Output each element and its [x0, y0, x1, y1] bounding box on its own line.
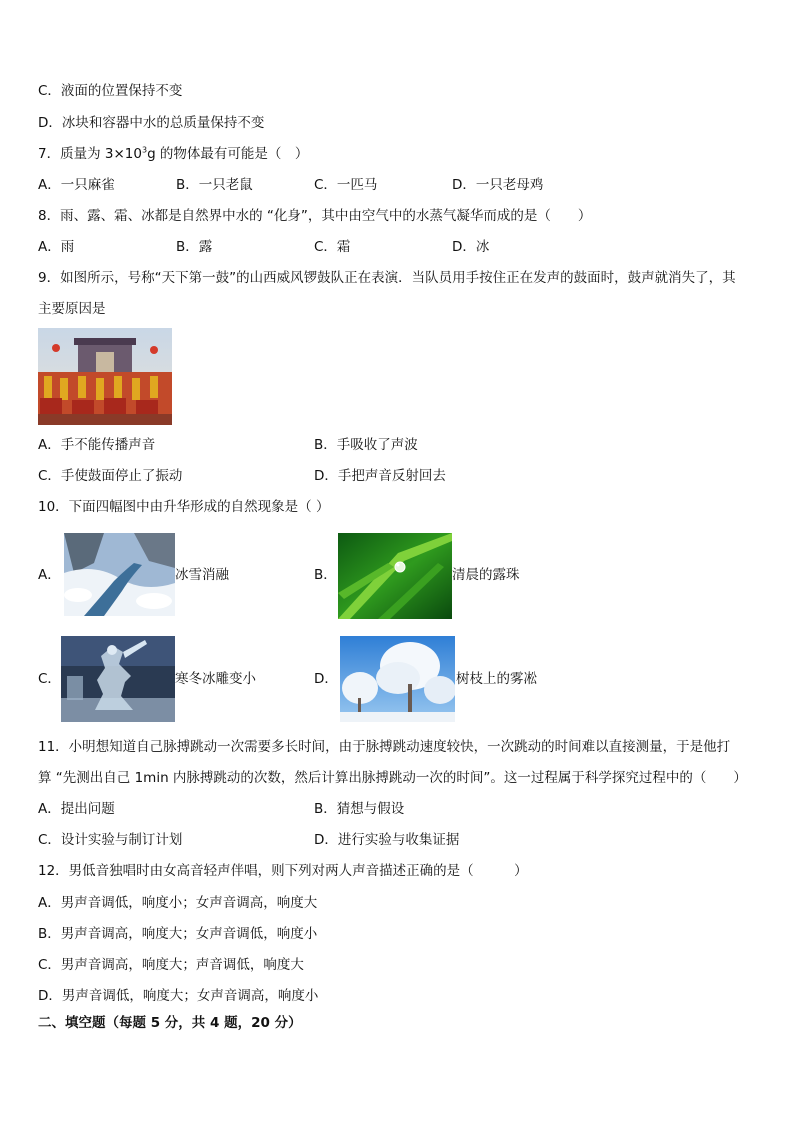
q11-option-b: B．猜想与假设 — [314, 801, 405, 817]
q8-stem: 8．雨、露、霜、冰都是自然界中水的 “化身”，其中由空气中的水蒸气凝华而成的是（ ） — [38, 208, 592, 224]
q9-option-d: D．手把声音反射回去 — [314, 468, 446, 484]
q8-option-b: B．露 — [176, 239, 213, 255]
q7-option-c: C．一匹马 — [314, 177, 378, 193]
q7-stem — [38, 144, 308, 164]
q9-stem-line1: 9．如图所示，号称“天下第一鼓”的山西威风锣鼓队正在表演．当队员用手按住正在发声的鼓面时，鼓声就消失了，其 — [38, 270, 736, 286]
q10-option-d-letter: D． — [314, 671, 338, 687]
q9-option-b: B．手吸收了声波 — [314, 437, 418, 453]
q10-stem: 10．下面四幅图中由升华形成的自然现象是（ ） — [38, 499, 330, 515]
q7-option-b: B．一只老鼠 — [176, 177, 253, 193]
section2-heading: 二、填空题（每题 5 分，共 4 题，20 分） — [38, 1015, 302, 1031]
q10-option-b-letter: B． — [314, 567, 337, 583]
q12-option-b: B．男声音调高，响度大；女声音调低，响度小 — [38, 926, 318, 942]
q9-stem-line2: 主要原因是 — [38, 301, 106, 317]
q9-option-a: A．手不能传播声音 — [38, 437, 156, 453]
morning-dew-photo — [338, 533, 452, 619]
q11-option-c: C．设计实验与制订计划 — [38, 832, 183, 848]
q8-option-d: D．冰 — [452, 239, 490, 255]
q11-stem-line1: 11．小明想知道自己脉搏跳动一次需要多长时间，由于脉搏跳动速度较快，一次跳动的时间难以直接测量，于是他打 — [38, 739, 731, 755]
q12-option-d: D．男声音调低，响度大；女声音调高，响度小 — [38, 988, 319, 1004]
q11-stem-line2: 算 “先测出自己 1min 内脉搏跳动的次数，然后计算出脉搏跳动一次的时间”。这一过程属于科学探究过程中的（ ） — [38, 770, 747, 786]
q10-option-a-caption: 冰雪消融 — [175, 567, 229, 583]
q7-option-d: D．一只老母鸡 — [452, 177, 544, 193]
q11-option-d: D．进行实验与收集证据 — [314, 832, 460, 848]
q10-option-b-caption: 清晨的露珠 — [452, 567, 520, 583]
snow-melting-photo — [64, 533, 175, 616]
q12-option-c: C．男声音调高，响度大；声音调低，响度大 — [38, 957, 304, 973]
q10-option-c-letter: C． — [38, 671, 61, 687]
q10-option-a-letter: A． — [38, 567, 61, 583]
q12-option-a: A．男声音调低，响度小；女声音调高，响度大 — [38, 895, 318, 911]
q10-option-d-caption: 树枝上的雾凇 — [456, 671, 537, 687]
ice-sculpture-photo — [61, 636, 175, 722]
q7-stem-prefix: 7．质量为 3×10 — [38, 146, 142, 162]
rime-trees-photo — [340, 636, 455, 722]
q6-option-c: C．液面的位置保持不变 — [38, 83, 183, 99]
q6-option-d: D．冰块和容器中水的总质量保持不变 — [38, 115, 265, 131]
q11-option-a: A．提出问题 — [38, 801, 115, 817]
q8-option-c: C．霜 — [314, 239, 351, 255]
q7-stem-exponent: 3 — [141, 145, 148, 155]
q12-stem: 12．男低音独唱时由女高音轻声伴唱，则下列对两人声音描述正确的是（ ） — [38, 863, 528, 879]
q7-option-a: A．一只麻雀 — [38, 177, 115, 193]
q10-option-c-caption: 寒冬冰雕变小 — [175, 671, 256, 687]
q7-stem-suffix: g 的物体最有可能是（ ） — [147, 146, 309, 162]
q9-option-c: C．手使鼓面停止了振动 — [38, 468, 183, 484]
drum-troupe-photo — [38, 328, 172, 425]
q8-option-a: A．雨 — [38, 239, 75, 255]
